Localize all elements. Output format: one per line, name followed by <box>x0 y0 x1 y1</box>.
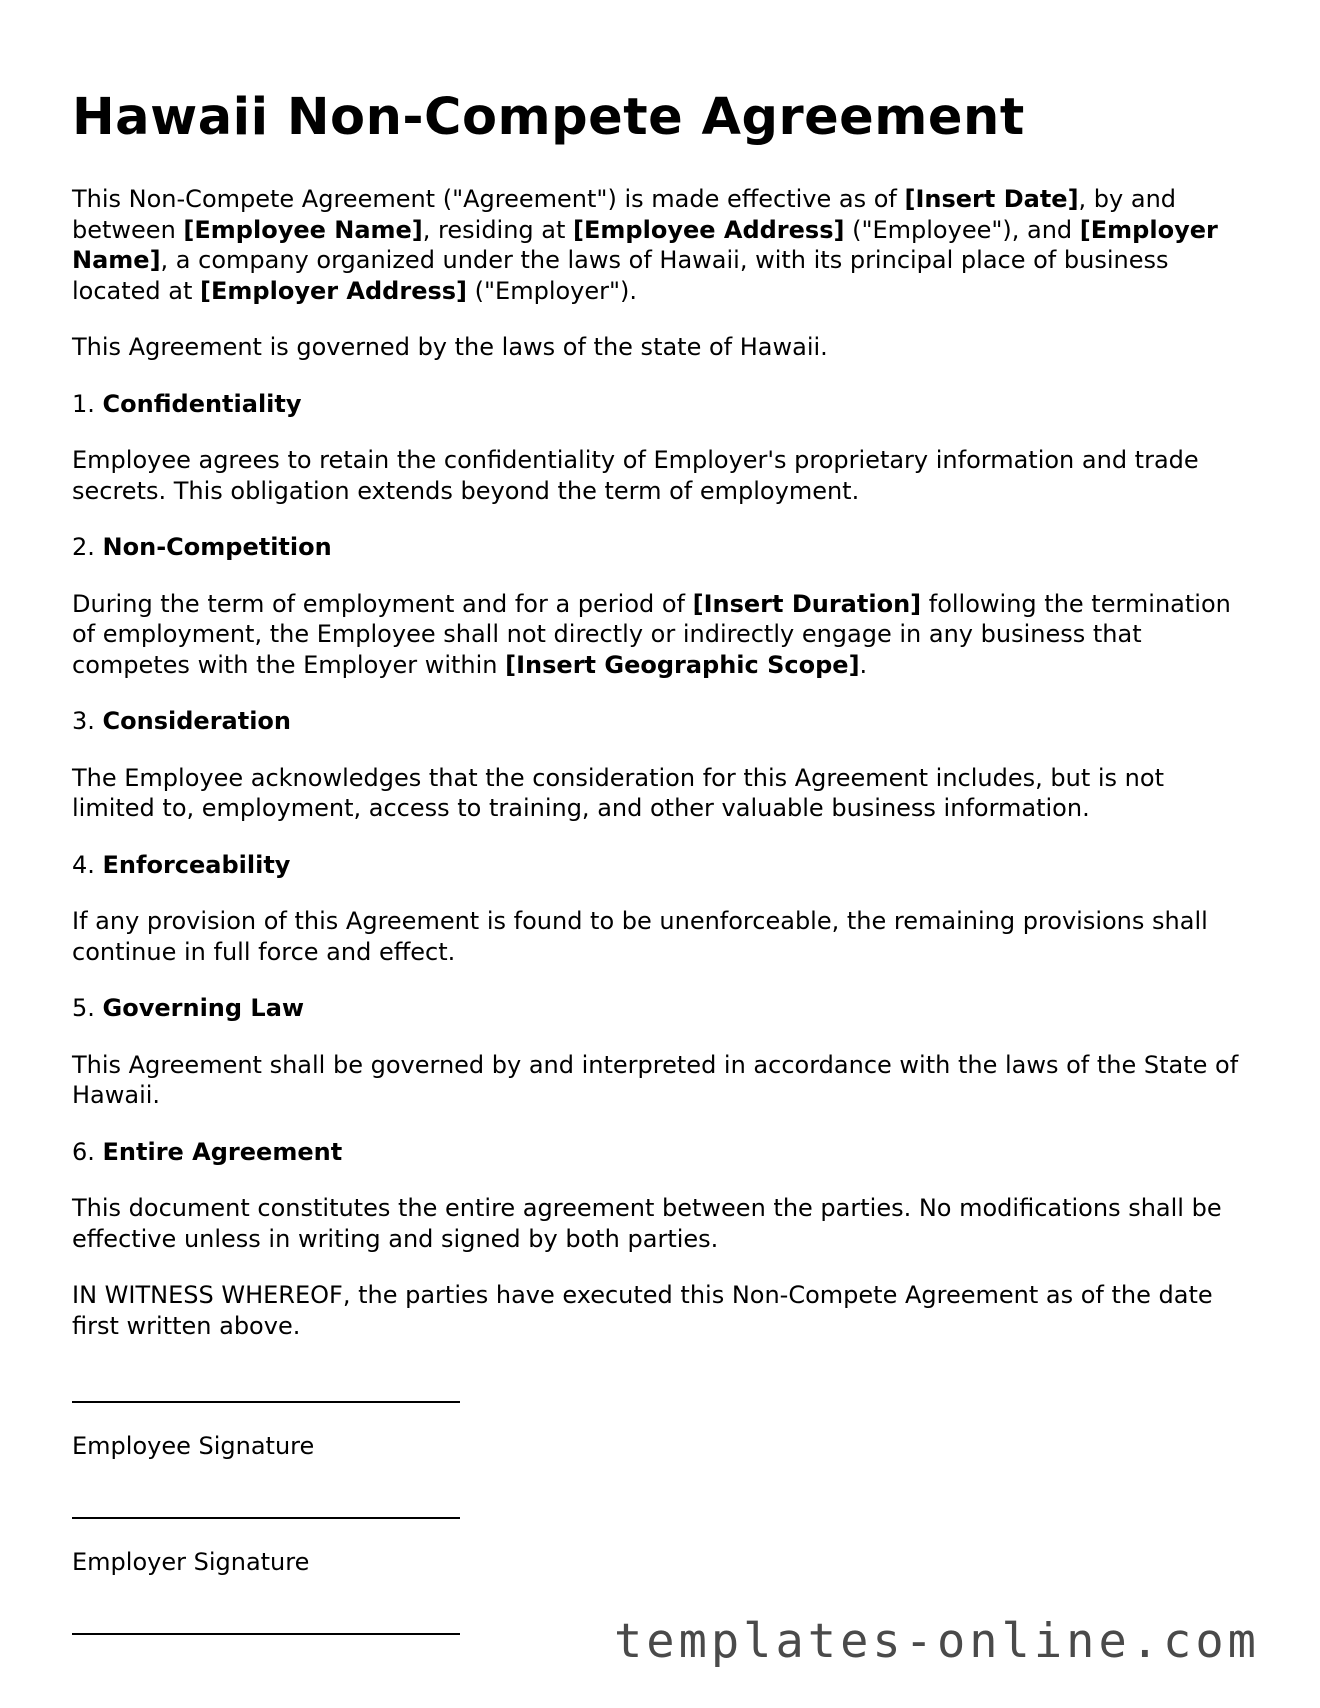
intro-text: , a company organized under the laws of Hawaii, with its principal place of business located at <box>72 246 1169 305</box>
section-text: . <box>859 650 868 679</box>
employer-signature-line[interactable] <box>72 1517 460 1519</box>
section-heading-consideration <box>72 706 1252 737</box>
section-number: 4. <box>72 850 103 879</box>
section-text: following the termination of employment, the Employee shall not directly or indirectly engage in any business that competes with the Employer within <box>72 589 1231 679</box>
section-heading-confidentiality <box>72 389 1252 420</box>
signature-block <box>72 1401 1252 1635</box>
intro-text: This Non-Compete Agreement ("Agreement") is made effective as of <box>72 185 905 213</box>
section-body-entire-agreement: This document constitutes the entire agreement between the parties. No modifications shall be effective unless in writing and signed by both parties. <box>72 1194 1222 1253</box>
geographic-scope-placeholder: [Insert Geographic Scope] <box>505 650 860 679</box>
section-title: Enforceability <box>102 850 291 879</box>
intro-text: ("Employee"), and <box>844 215 1080 244</box>
section-number: 2. <box>72 533 103 561</box>
section-number: 6. <box>72 1137 103 1166</box>
section-title: Non-Competition <box>102 533 332 561</box>
section-number: 5. <box>72 994 103 1022</box>
section-heading-non-competition <box>72 532 1252 563</box>
intro-text: , residing at <box>422 215 574 244</box>
section-body-enforceability: If any provision of this Agreement is found to be unenforceable, the remaining provisions shall continue in full force and effect. <box>72 907 1208 966</box>
section-body-governing-law: This Agreement shall be governed by and interpreted in accordance with the laws of the State of Hawaii. <box>72 1050 1239 1109</box>
section-body-consideration: The Employee acknowledges that the consideration for this Agreement includes, but is not limited to, employment, access to training, and other valuable business information. <box>72 763 1164 822</box>
employer-address-placeholder: [Employer Address] <box>200 276 468 305</box>
section-title: Governing Law <box>102 994 305 1022</box>
employee-signature-line[interactable] <box>72 1401 460 1403</box>
document-title: Hawaii Non-Compete Agreement <box>72 88 1025 147</box>
employer-name-placeholder: [Employer Name] <box>72 215 1218 274</box>
duration-placeholder: [Insert Duration] <box>692 589 922 618</box>
employer-signature-label: Employer Signature <box>72 1548 310 1576</box>
document-page <box>72 88 1252 1635</box>
intro-text: , by and between <box>72 185 1177 244</box>
section-text: During the term of employment and for a period of <box>72 589 693 618</box>
section-body-confidentiality: Employee agrees to retain the confidentiality of Employer's proprietary information and trade secrets. This obligation extends beyond the term of employment. <box>72 446 1199 505</box>
section-heading-entire-agreement <box>72 1137 1252 1168</box>
employee-signature-label: Employee Signature <box>72 1432 315 1460</box>
section-heading-enforceability <box>72 850 1252 881</box>
intro-paragraph <box>72 184 1252 306</box>
date-placeholder: [Insert Date] <box>904 185 1079 213</box>
watermark-text: templates-online.com <box>614 1614 1260 1669</box>
section-title: Consideration <box>102 707 291 735</box>
witness-paragraph: IN WITNESS WHEREOF, the parties have executed this Non-Compete Agreement as of the date first written above. <box>72 1281 1213 1340</box>
section-number: 3. <box>72 707 103 735</box>
employee-address-placeholder: [Employee Address] <box>573 215 845 244</box>
section-title: Confidentiality <box>102 389 302 418</box>
date-signature-line[interactable] <box>72 1633 460 1635</box>
section-number: 1. <box>72 389 103 418</box>
governed-paragraph: This Agreement is governed by the laws of the state of Hawaii. <box>72 333 828 361</box>
section-title: Entire Agreement <box>102 1137 343 1166</box>
employee-name-placeholder: [Employee Name] <box>183 215 423 244</box>
section-heading-governing-law <box>72 993 1252 1024</box>
intro-text: ("Employer"). <box>467 276 638 305</box>
section-body-non-competition <box>72 589 1252 681</box>
